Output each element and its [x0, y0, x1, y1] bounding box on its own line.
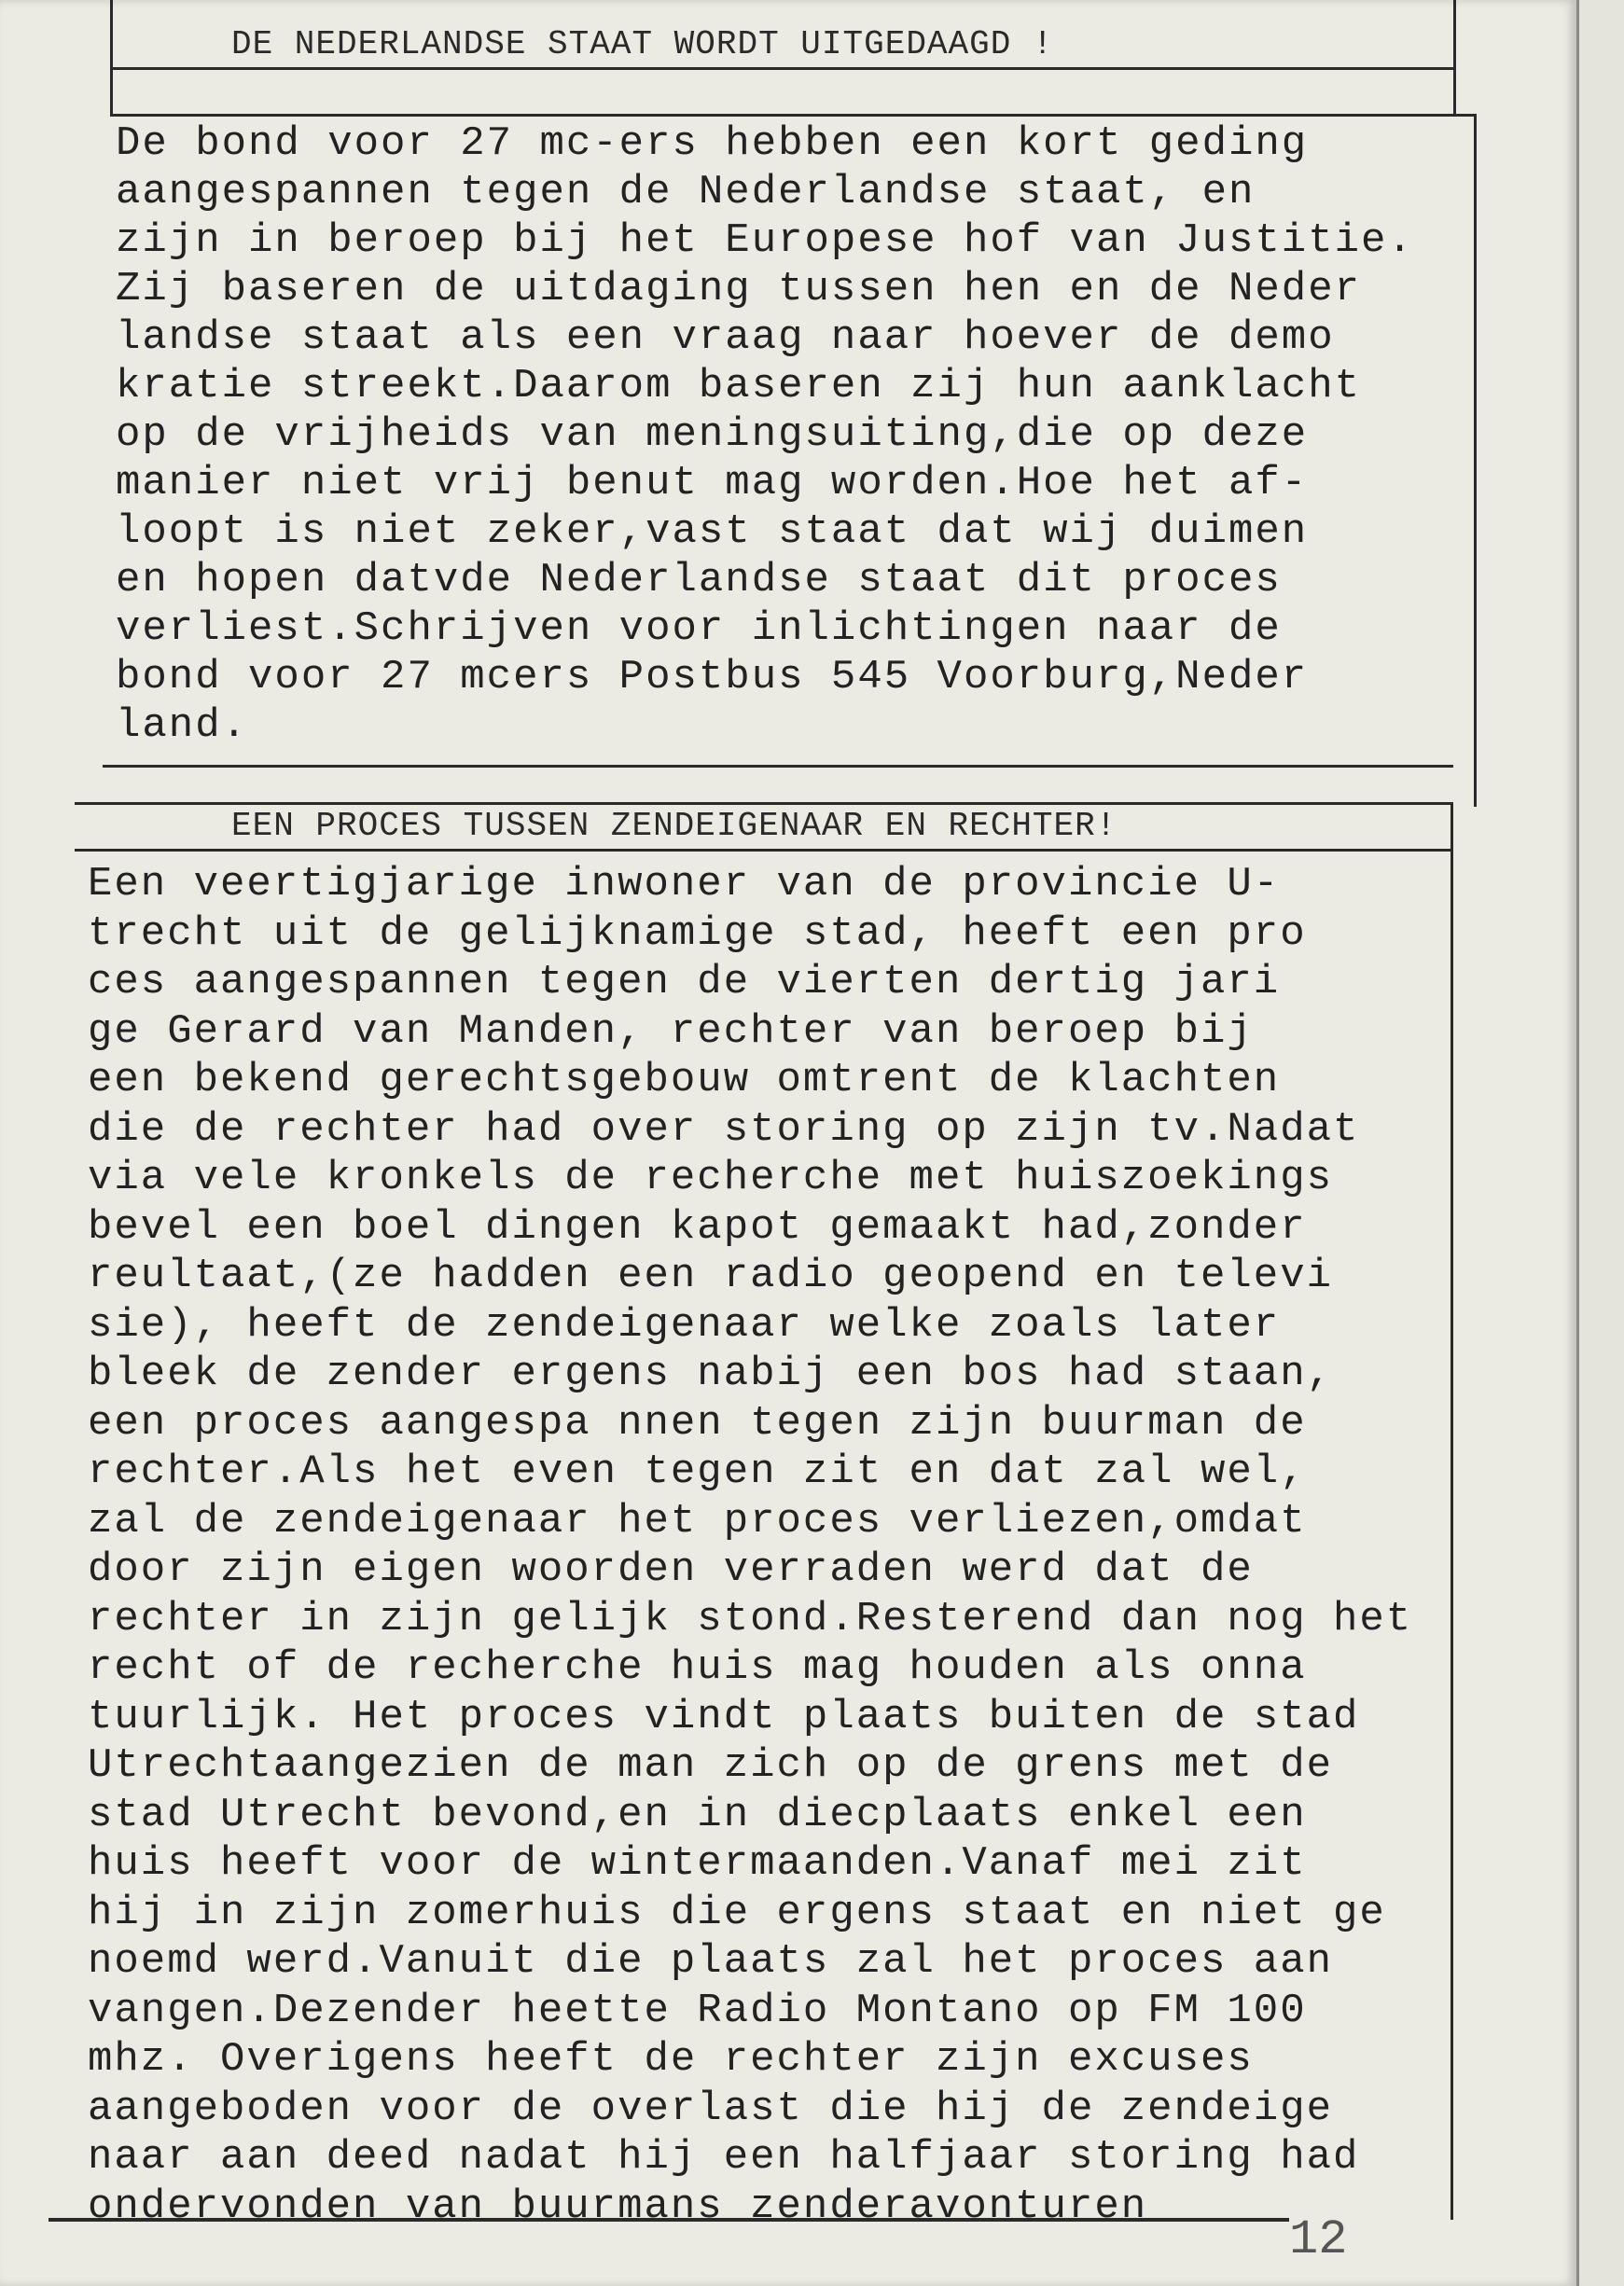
paper-edge — [1576, 0, 1624, 2286]
page-number: 12 — [1289, 2212, 1348, 2267]
article-2-line: mhz. Overigens heeft de rechter zijn excuses — [88, 2036, 1254, 2083]
article-2-line: sie), heeft de zendeigenaar welke zoals later — [88, 1301, 1281, 1349]
article-1-line: manier niet vrij benut mag worden.Hoe het af- — [116, 460, 1309, 506]
article-2-line: rechter in zijn gelijk stond.Resterend dan nog het — [88, 1595, 1413, 1642]
article-2-line: vangen.Dezender heette Radio Montano op FM 100 — [88, 1987, 1307, 2034]
top-rule — [110, 67, 1453, 70]
right-rule-article-2 — [1450, 802, 1453, 2220]
article-2-line: noemd werd.Vanuit die plaats zal het proces aan — [88, 1938, 1334, 1985]
article-2-line: Utrechtaangezien de man zich op de grens met de — [88, 1742, 1334, 1789]
article-1-line: land. — [116, 702, 249, 749]
article-2-line: ondervonden van buurmans zenderavonturen — [88, 2182, 1148, 2230]
article-2-line: door zijn eigen woorden verraden werd dat de — [88, 1546, 1254, 1593]
article-2-line: tuurlijk. Het proces vindt plaats buiten de stad — [88, 1693, 1360, 1740]
article-2-line: rechter.Als het even tegen zit en dat zal wel, — [88, 1448, 1307, 1495]
article-1-line: Zij baseren de uitdaging tussen hen en de Neder — [116, 266, 1362, 312]
article-1-line: bond voor 27 mcers Postbus 545 Voorburg,Neder — [116, 654, 1309, 700]
article-1-line: en hopen datvde Nederlandse staat dit proces — [116, 557, 1282, 603]
article-2-line: Een veertigjarige inwoner van de provincie U- — [88, 861, 1281, 907]
article-2-heading: EEN PROCES TUSSEN ZENDEIGENAAR EN RECHTER! — [231, 807, 1117, 845]
article-1-line: loopt is niet zeker,vast staat dat wij duimen — [116, 508, 1309, 555]
heading-rule-2-bottom — [75, 849, 1453, 852]
article-2-line: bevel een boel dingen kapot gemaakt had,zonder — [88, 1203, 1307, 1251]
article-1-line: kratie streekt.Daarom baseren zij hun aanklacht — [116, 363, 1362, 409]
heading-rule-2-top — [75, 802, 1453, 805]
divider-rule — [103, 765, 1453, 768]
article-2-line: naar aan deed nadat hij een halfjaar storing had — [88, 2134, 1360, 2181]
article-1-line: op de vrijheids van meningsuiting,die op deze — [116, 411, 1309, 458]
article-2-line: aangeboden voor de overlast die hij de zendeige — [88, 2085, 1334, 2132]
left-rule-top — [110, 0, 113, 114]
article-2-line: bleek de zender ergens nabij een bos had staan, — [88, 1351, 1334, 1397]
article-1-line: verliest.Schrijven voor inlichtingen naar de — [116, 605, 1282, 652]
article-1-line: zijn in beroep bij het Europese hof van Justitie. — [116, 217, 1414, 264]
article-2-line: die de rechter had over storing op zijn tv.Nadat — [88, 1105, 1360, 1153]
article-1-line: aangespannen tegen de Nederlandse staat, en — [116, 169, 1256, 215]
article-2-line: trecht uit de gelijknamige stad, heeft een pro — [88, 909, 1307, 957]
article-2-line: via vele kronkels de recherche met huiszoekings — [88, 1155, 1334, 1201]
article-2-line: stad Utrecht bevond,en in diecplaats enkel een — [88, 1791, 1307, 1838]
right-rule-article-1 — [1474, 114, 1477, 807]
article-2-line: hij in zijn zomerhuis die ergens staat en niet ge — [88, 1889, 1386, 1936]
article-1-body — [116, 119, 1414, 750]
heading-rule-1 — [110, 114, 1474, 117]
article-2-line: ces aangespannen tegen de vierten dertig jari — [88, 959, 1281, 1005]
article-2-line: ge Gerard van Manden, rechter van beroep bij — [88, 1007, 1254, 1055]
article-2-line: huis heeft voor de wintermaanden.Vanaf mei zit — [88, 1840, 1307, 1887]
article-2-line: een proces aangespa nnen tegen zijn buurman de — [88, 1399, 1307, 1447]
article-2-line: reultaat,(ze hadden een radio geopend en televi — [88, 1253, 1334, 1299]
article-2-line: recht of de recherche huis mag houden als onna — [88, 1644, 1307, 1691]
article-2-line: zal de zendeigenaar het proces verliezen,omdat — [88, 1497, 1307, 1545]
right-rule-top — [1453, 0, 1456, 114]
article-1-line: landse staat als een vraag naar hoever de demo — [116, 314, 1335, 361]
article-2-line: een bekend gerechtsgebouw omtrent de klachten — [88, 1057, 1281, 1103]
article-1-line: De bond voor 27 mc-ers hebben een kort geding — [116, 120, 1309, 167]
article-2-body — [88, 860, 1412, 2231]
article-1-heading: DE NEDERLANDSE STAAT WORDT UITGEDAAGD ! — [231, 25, 1054, 63]
